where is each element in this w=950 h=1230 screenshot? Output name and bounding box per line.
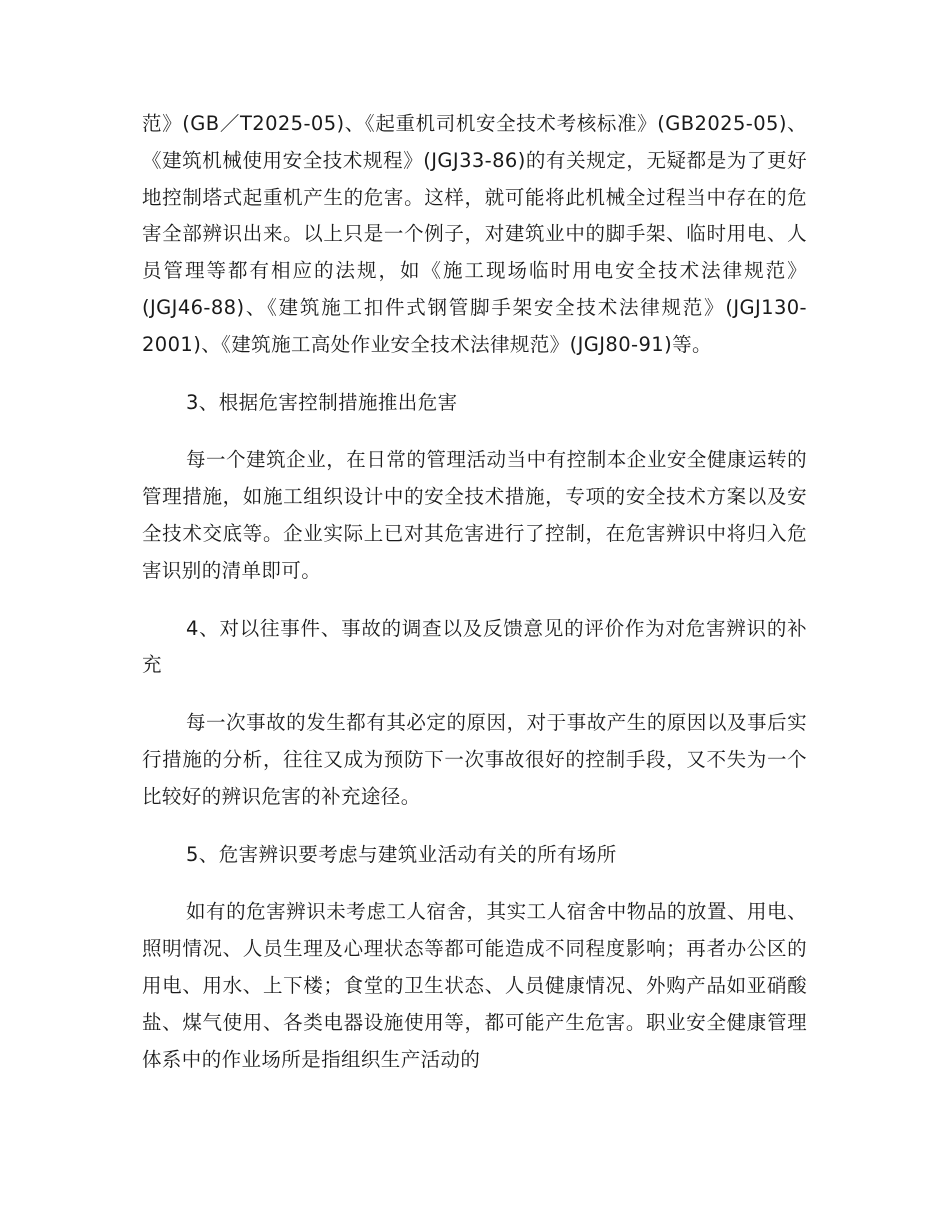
heading-item-5: 5、危害辨识要考虑与建筑业活动有关的所有场所 [186, 842, 617, 866]
document-body [142, 106, 807, 1099]
paragraph-continuation: 范》(GB／T2025-05)、《起重机司机安全技术考核标准》(GB2025-05)、《建筑机械使用安全技术规程》(JGJ33-86)的有关规定，无疑都是为了更好地控制塔式起重机产生的危害。这样，就可能将此机械全过程当中存在的危害全部辨识出来。以上只是一个例子，对建筑业中的脚手架、临时用电、人员管理等都有相应的法规，如《施工现场临时用电安全技术法律规范》(JGJ46-88)、《建筑施工扣件式钢管脚手架安全技术法律规范》(JGJ130-2001)、《建筑施工高处作业安全技术法律规范》(JGJ80-91)等。 [142, 112, 807, 356]
paragraph-accident-analysis: 每一次事故的发生都有其必定的原因，对于事故产生的原因以及事后实行措施的分析，往往又成为预防下一次事故很好的控制手段，又不失为一个比较好的辨识危害的补充途径。 [142, 711, 807, 808]
paragraph-all-sites: 如有的危害辨识未考虑工人宿舍，其实工人宿舍中物品的放置、用电、照明情况、人员生理及心理状态等都可能造成不同程度影响；再者办公区的用电、用水、上下楼；食堂的卫生状态、人员健康情况、外购产品如亚硝酸盐、煤气使用、各类电器设施使用等，都可能产生危害。职业安全健康管理体系中的作业场所是指组织生产活动的 [142, 900, 807, 1071]
paragraph-control-measures: 每一个建筑企业，在日常的管理活动当中有控制本企业安全健康运转的管理措施，如施工组织设计中的安全技术措施，专项的安全技术方案以及安全技术交底等。企业实际上已对其危害进行了控制，在危害辨识中将归入危害识别的清单即可。 [142, 448, 807, 582]
heading-item-4: 4、对以往事件、事故的调查以及反馈意见的评价作为对危害辨识的补充 [142, 616, 807, 677]
heading-item-3: 3、根据危害控制措施推出危害 [186, 390, 458, 414]
